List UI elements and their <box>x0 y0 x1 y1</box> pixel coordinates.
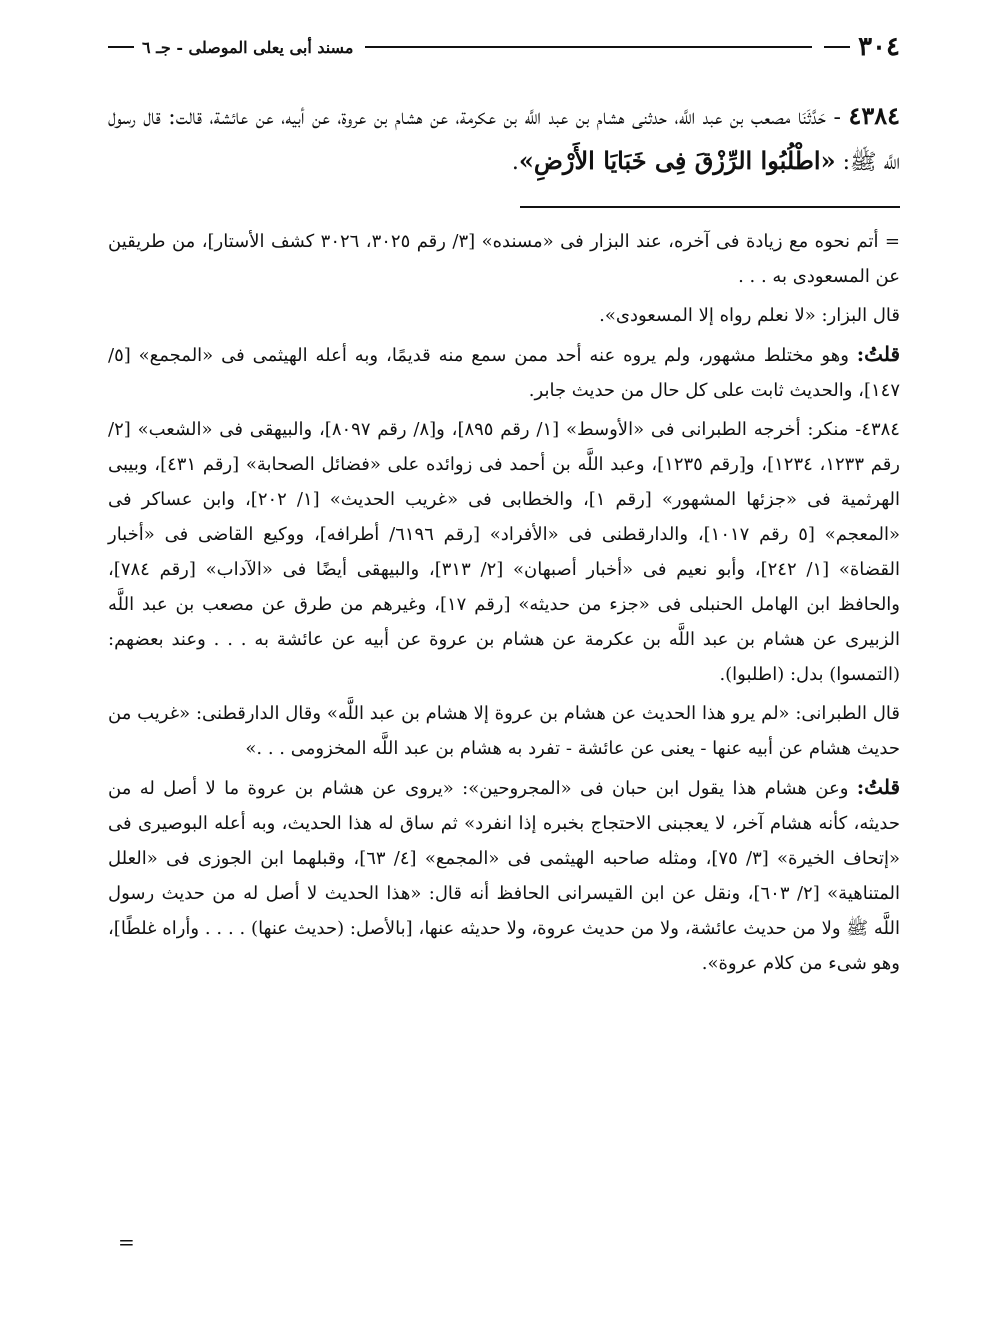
footnote-paragraph-6 <box>108 770 900 981</box>
footnote-label: قلتُ: <box>856 342 900 366</box>
footnote-text: وهو مختلط مشهور، ولم يروه عنه أحد ممن سمع منه قديمًا، وبه أعله الهيثمى فى «المجمع» [٥/ ١٤٧]، والحديث ثابت على كل حال من حديث جابر. <box>108 345 900 401</box>
running-head: مسند أبى يعلى الموصلى - جـ ٦ <box>142 37 354 57</box>
page-header <box>108 26 900 68</box>
page-number: ٣٠٤ <box>858 32 900 62</box>
footnote-paragraph-2: قال البزار: «لا نعلم رواه إلا المسعودى». <box>599 305 900 326</box>
footnote-paragraph-3 <box>108 337 900 408</box>
footnote-separator <box>520 206 900 208</box>
hadith-isnad: - حَدَّثَنَا مصعب بن عبد اللَّه، حدثنى هشام بن عبد اللَّه بن عكرمة، عن هشام بن عروة، عن أبيه، عن عائشة، قالت: قال رسول اللَّه ﷺ: <box>108 105 900 175</box>
footnote-paragraph-5: قال الطبرانى: «لم يرو هذا الحديث عن هشام بن عروة إلا هشام بن عبد اللَّه» وقال الدارقطنى: «غريب من حديث هشام عن أبيه عنها - يعنى عن عائشة - تفرد به هشام بن عبد اللَّه المخزومى . . .» <box>108 703 900 759</box>
header-dash-end <box>108 46 134 48</box>
footnote-text: وعن هشام هذا يقول ابن حبان فى «المجروحين»: «يروى عن هشام بن عروة ما لا أصل له من حديثه، كأنه هشام آخر، لا يعجبنى الاحتجاج بخبره إذا انفرد» ثم ساق له هذا الحديث، وبه أعله البوصيرى فى «إتحاف الخيرة» [٣/ ٧٥]، ومثله صاحبه الهيثمى فى «المجمع» [٤/ ٦٣]، وقبلهما ابن الجوزى فى «العلل المتناهية» [٢/ ٦٠٣]، ونقل عن ابن القيسرانى الحافظ أنه قال: «هذا الحديث لا أصل له من حديث رسول اللَّه ﷺ ولا من حديث عائشة، ولا من حديث عروة، ولا حديثه عنها، [بالأصل: (حديث عنها) . . . . وأراه غلطًا]، وهو شىء من كلام عروة». <box>108 778 900 974</box>
footnote-paragraph-1: = أتم نحوه مع زيادة فى آخره، عند البزار فى «مسنده» [٣/ رقم ٣٠٢٥، ٣٠٢٦ كشف الأستار]، من طريقين عن المسعودى به . . . <box>108 231 900 287</box>
footnote-label: قلتُ: <box>856 775 900 799</box>
header-rule <box>365 46 812 48</box>
footnote-paragraph-4: ٤٣٨٤- منكر: أخرجه الطبرانى فى «الأوسط» [١/ رقم ٨٩٥]، و[٨/ رقم ٨٠٩٧]، والبيهقى فى «الشعب» [٢/ رقم ١٢٣٣، ١٢٣٤]، و[رقم ١٢٣٥]، وعبد اللَّه بن أحمد فى زوائده على «فضائل الصحابة» [رقم ٤٣١]، وبيبى الهرثمية فى «جزئها المشهور» [رقم ١]، والخطابى فى «غريب الحديث» [١/ ٢٠٢]، وابن عساكر فى «المعجم» [٥ رقم ١٠١٧]، والدارقطنى فى «الأفراد» [رقم ٦١٩٦/ أطرافه]، ووكيع القاضى فى «أخبار القضاة» [١/ ٢٤٢]، وأبو نعيم فى «أخبار أصبهان» [٢/ ٣١٣]، والبيهقى أيضًا فى «الآداب» [رقم ٧٨٤]، والحافظ ابن الهامل الحنبلى فى «جزء من حديثه» [رقم ١٧]، وغيرهم من طرق عن مصعب بن عبد اللَّه الزبيرى عن هشام بن عبد اللَّه بن عكرمة عن هشام بن عروة عن أبيه عن عائشة به . . . وعند بعضهم: (التمسوا) بدل: (اطلبوا). <box>108 419 901 685</box>
hadith-matn: «اطْلُبُوا الرِّزْقَ فِى خَبَايَا الأَرْضِ» <box>518 146 836 175</box>
header-dash <box>824 46 850 48</box>
hadith-number: ٤٣٨٤ <box>848 101 900 130</box>
hadith-text <box>108 94 900 184</box>
hadith-end: . <box>511 150 519 175</box>
continuation-mark: = <box>118 1230 135 1254</box>
footnotes <box>108 224 900 981</box>
